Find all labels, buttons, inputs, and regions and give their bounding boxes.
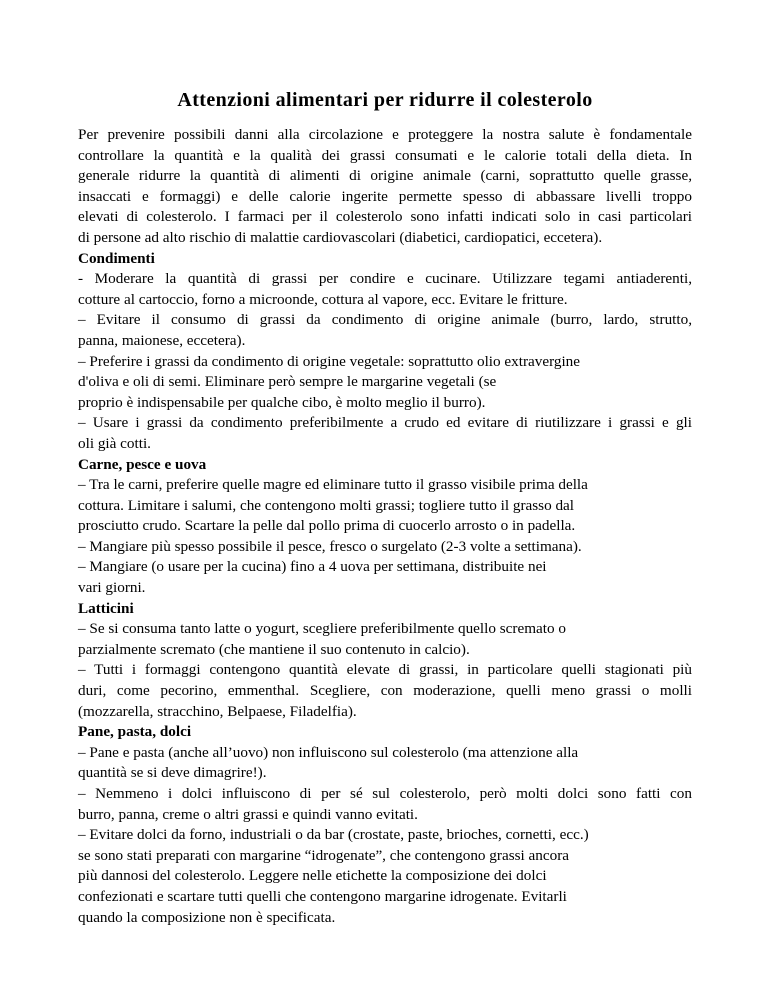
text-line: – Pane e pasta (anche all’uovo) non influiscono sul colesterolo (ma attenzione alla	[78, 743, 579, 761]
text-line: burro, panna, creme o altri grassi e quindi vanno evitati.	[78, 805, 418, 823]
text-line: – Mangiare più spesso possibile il pesce, fresco o surgelato (2-3 volte a settimana).	[78, 537, 582, 555]
text-line: – Evitare dolci da forno, industriali o da bar (crostate, paste, brioches, cornetti, ecc.)	[78, 826, 589, 844]
text-line: panna, maionese, eccetera).	[78, 331, 246, 349]
section-heading: Latticini	[78, 599, 134, 617]
text-line: di persone ad alto rischio di malattie cardiovascolari (diabetici, cardiopatici, eccetera).	[78, 228, 603, 246]
document-title: Attenzioni alimentari per ridurre il colesterolo	[177, 89, 593, 111]
text-line: – Evitare il consumo di grassi da condimento di origine animale (burro, lardo, strutto,	[78, 311, 692, 329]
text-line: vari giorni.	[78, 579, 146, 597]
text-line: – Tra le carni, preferire quelle magre ed eliminare tutto il grasso visibile prima della	[78, 476, 588, 494]
text-line: – Preferire i grassi da condimento di origine vegetale: soprattutto olio extravergine	[78, 352, 581, 370]
document-body	[78, 125, 692, 928]
text-line: – Usare i grassi da condimento preferibilmente a crudo ed evitare di riutilizzare i grassi e gli	[78, 414, 692, 432]
text-line: – Se si consuma tanto latte o yogurt, scegliere preferibilmente quello scremato o	[78, 620, 566, 638]
text-line: parzialmente scremato (che mantiene il suo contenuto in calcio).	[78, 640, 470, 658]
text-line: - Moderare la quantità di grassi per condire e cucinare. Utilizzare tegami antiaderenti,	[78, 270, 692, 288]
section-heading: Carne, pesce e uova	[78, 455, 207, 473]
text-line: – Tutti i formaggi contengono quantità elevate di grassi, in particolare quelli stagionati più	[78, 661, 692, 679]
text-line: quando la composizione non è specificata.	[78, 908, 336, 926]
text-line: quantità se si deve dimagrire!).	[78, 764, 267, 782]
section-heading: Pane, pasta, dolci	[78, 723, 192, 741]
text-line: prosciutto crudo. Scartare la pelle dal pollo prima di cuocerlo arrosto o in padella.	[78, 517, 576, 535]
text-line: proprio è indispensabile per qualche cibo, è molto meglio il burro).	[78, 393, 486, 411]
document-page	[78, 0, 692, 928]
text-line: cottura. Limitare i salumi, che contengono molti grassi; togliere tutto il grasso dal	[78, 496, 575, 514]
text-line: oli già cotti.	[78, 434, 151, 452]
text-line: – Mangiare (o usare per la cucina) fino a 4 uova per settimana, distribuite nei	[78, 558, 547, 576]
text-line: insaccati e formaggi) e delle calorie ingerite permette spesso di abbassare livelli troppo	[78, 187, 692, 205]
text-line: controllare la quantità e la qualità dei grassi consumati e le calorie totali della dieta. In	[78, 146, 692, 164]
text-line: (mozzarella, stracchino, Belpaese, Filadelfia).	[78, 702, 357, 720]
text-line: d'oliva e oli di semi. Eliminare però sempre le margarine vegetali (se	[78, 373, 497, 391]
text-line: cotture al cartoccio, forno a microonde, cottura al vapore, ecc. Evitare le fritture.	[78, 290, 568, 308]
text-line: elevati di colesterolo. I farmaci per il colesterolo sono infatti indicati solo in casi particolari	[78, 208, 692, 226]
text-line: più dannosi del colesterolo. Leggere nelle etichette la composizione dei dolci	[78, 867, 547, 885]
section-heading: Condimenti	[78, 249, 155, 267]
text-line: generale ridurre la quantità di alimenti di origine animale (carni, soprattutto quelle grasse,	[78, 167, 692, 185]
text-line: Per prevenire possibili danni alla circolazione e proteggere la nostra salute è fondamentale	[78, 126, 692, 143]
text-line: se sono stati preparati con margarine “idrogenate”, che contengono grassi ancora	[78, 846, 570, 864]
text-line: confezionati e scartare tutti quelli che contengono margarine idrogenate. Evitarli	[78, 887, 567, 905]
text-line: – Nemmeno i dolci influiscono di per sé sul colesterolo, però molti dolci sono fatti con	[78, 785, 692, 802]
text-line: duri, come pecorino, emmenthal. Scegliere, con moderazione, quelli meno grassi o molli	[78, 682, 692, 700]
